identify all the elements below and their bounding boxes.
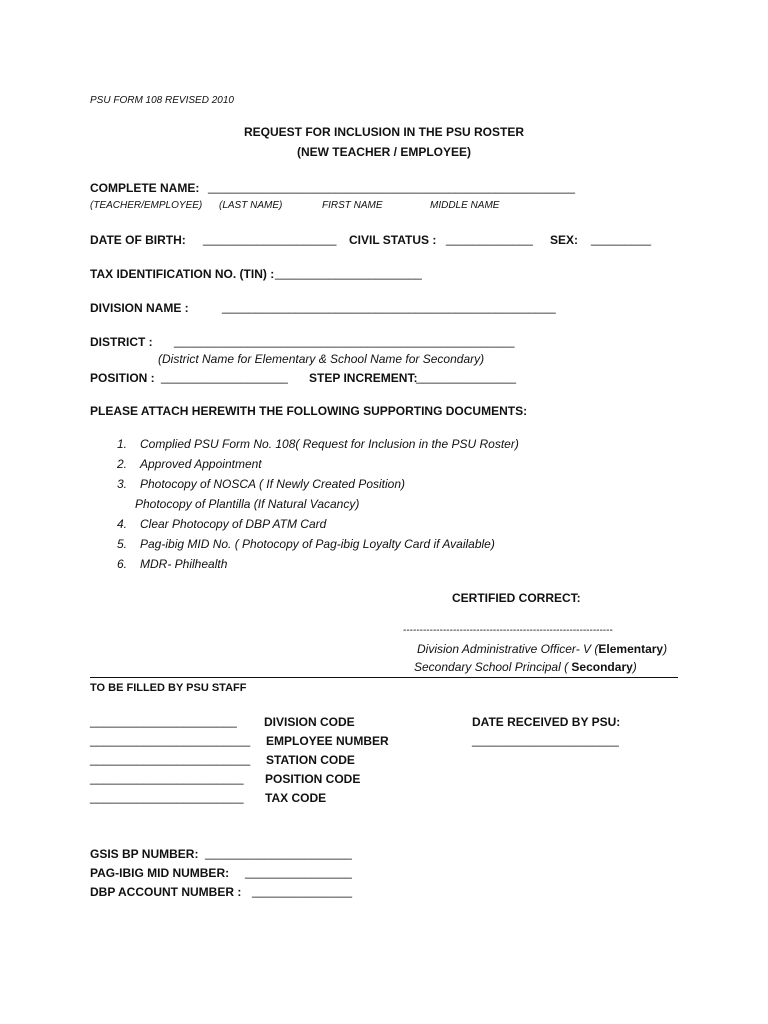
- principal-title-prefix: Secondary School Principal (: [414, 660, 572, 674]
- sex-label: SEX:: [550, 233, 579, 247]
- dob-label: DATE OF BIRTH:: [90, 233, 186, 247]
- division-label: DIVISION NAME :: [90, 301, 189, 315]
- principal-title: [414, 661, 637, 673]
- doc-item-number: 6.: [117, 557, 128, 571]
- tax-code-label: TAX CODE: [265, 791, 327, 805]
- form-title: REQUEST FOR INCLUSION IN THE PSU ROSTER: [243, 125, 525, 139]
- form-subtitle: (NEW TEACHER / EMPLOYEE): [296, 145, 471, 159]
- employee-number-label: EMPLOYEE NUMBER: [266, 734, 389, 748]
- code-field[interactable]: _______________________: [90, 790, 244, 804]
- pagibig-label: PAG-IBIG MID NUMBER:: [90, 866, 230, 880]
- position-label: POSITION :: [90, 371, 155, 385]
- officer-title-suffix: ): [663, 642, 668, 656]
- doc-item: Photocopy of NOSCA ( If Newly Created Position): [140, 477, 405, 491]
- doc-item: MDR- Philhealth: [140, 557, 228, 571]
- date-received-label: DATE RECEIVED BY PSU:: [472, 715, 621, 729]
- doc-item-number: 3.: [117, 477, 128, 491]
- tin-field[interactable]: ______________________: [275, 266, 422, 280]
- position-field[interactable]: ___________________: [161, 370, 288, 384]
- section-divider: [90, 677, 678, 678]
- date-received-field[interactable]: ______________________: [472, 733, 619, 747]
- district-field[interactable]: ___________________________________________________: [174, 334, 515, 348]
- dbp-account-label: DBP ACCOUNT NUMBER :: [90, 885, 242, 899]
- civil-status-field[interactable]: _____________: [446, 232, 533, 246]
- officer-title: [417, 643, 667, 655]
- supporting-docs-heading: PLEASE ATTACH HEREWITH THE FOLLOWING SUPPORTING DOCUMENTS:: [90, 404, 528, 418]
- code-field[interactable]: _______________________: [90, 771, 244, 785]
- complete-name-label: COMPLETE NAME:: [90, 181, 200, 195]
- step-increment-label: STEP INCREMENT:: [309, 371, 418, 385]
- name-hint-middle: MIDDLE NAME: [430, 200, 500, 211]
- doc-item: Complied PSU Form No. 108( Request for Inclusion in the PSU Roster): [140, 437, 519, 451]
- tin-label: TAX IDENTIFICATION NO. (TIN) :: [90, 267, 275, 281]
- gsis-field[interactable]: ______________________: [205, 846, 352, 860]
- form-code: PSU FORM 108 REVISED 2010: [90, 95, 234, 106]
- sex-field[interactable]: _________: [591, 232, 652, 246]
- doc-item-number: 2.: [117, 457, 128, 471]
- doc-item: Photocopy of Plantilla (If Natural Vacancy): [135, 497, 360, 511]
- station-code-label: STATION CODE: [266, 753, 355, 767]
- dob-field[interactable]: ____________________: [203, 232, 337, 246]
- doc-item-number: 1.: [117, 437, 128, 451]
- officer-title-prefix: Division Administrative Officer- V (: [417, 642, 599, 656]
- code-field[interactable]: ________________________: [90, 752, 251, 766]
- district-label: DISTRICT :: [90, 335, 153, 349]
- pagibig-field[interactable]: ________________: [245, 865, 352, 879]
- name-hint-first: FIRST NAME: [322, 200, 383, 211]
- doc-item: Approved Appointment: [140, 457, 262, 471]
- name-hint-role: (TEACHER/EMPLOYEE): [90, 200, 203, 211]
- officer-title-level: Elementary: [598, 642, 664, 656]
- doc-item-number: 5.: [117, 537, 128, 551]
- code-field[interactable]: ________________________: [90, 733, 251, 747]
- dbp-account-field[interactable]: _______________: [252, 884, 353, 898]
- code-field[interactable]: ______________________: [90, 714, 237, 728]
- doc-item: Pag-ibig MID No. ( Photocopy of Pag-ibig Loyalty Card if Available): [140, 537, 495, 551]
- gsis-label: GSIS BP NUMBER:: [90, 847, 199, 861]
- district-hint: (District Name for Elementary & School Name for Secondary): [158, 352, 485, 366]
- position-code-label: POSITION CODE: [265, 772, 361, 786]
- signature-line[interactable]: ---------------------------------------------------------------: [403, 625, 613, 636]
- doc-item-number: 4.: [117, 517, 128, 531]
- name-hint-last: (LAST NAME): [219, 200, 283, 211]
- step-increment-field[interactable]: _______________: [416, 370, 517, 384]
- complete-name-field[interactable]: _______________________________________________________: [208, 180, 576, 194]
- principal-title-suffix: ): [632, 660, 637, 674]
- division-code-label: DIVISION CODE: [264, 715, 355, 729]
- doc-item: Clear Photocopy of DBP ATM Card: [140, 517, 327, 531]
- civil-status-label: CIVIL STATUS :: [349, 233, 437, 247]
- psu-staff-heading: TO BE FILLED BY PSU STAFF: [90, 682, 247, 694]
- principal-title-level: Secondary: [571, 660, 633, 674]
- division-field[interactable]: __________________________________________________: [222, 300, 556, 314]
- certified-correct-label: CERTIFIED CORRECT:: [452, 591, 581, 605]
